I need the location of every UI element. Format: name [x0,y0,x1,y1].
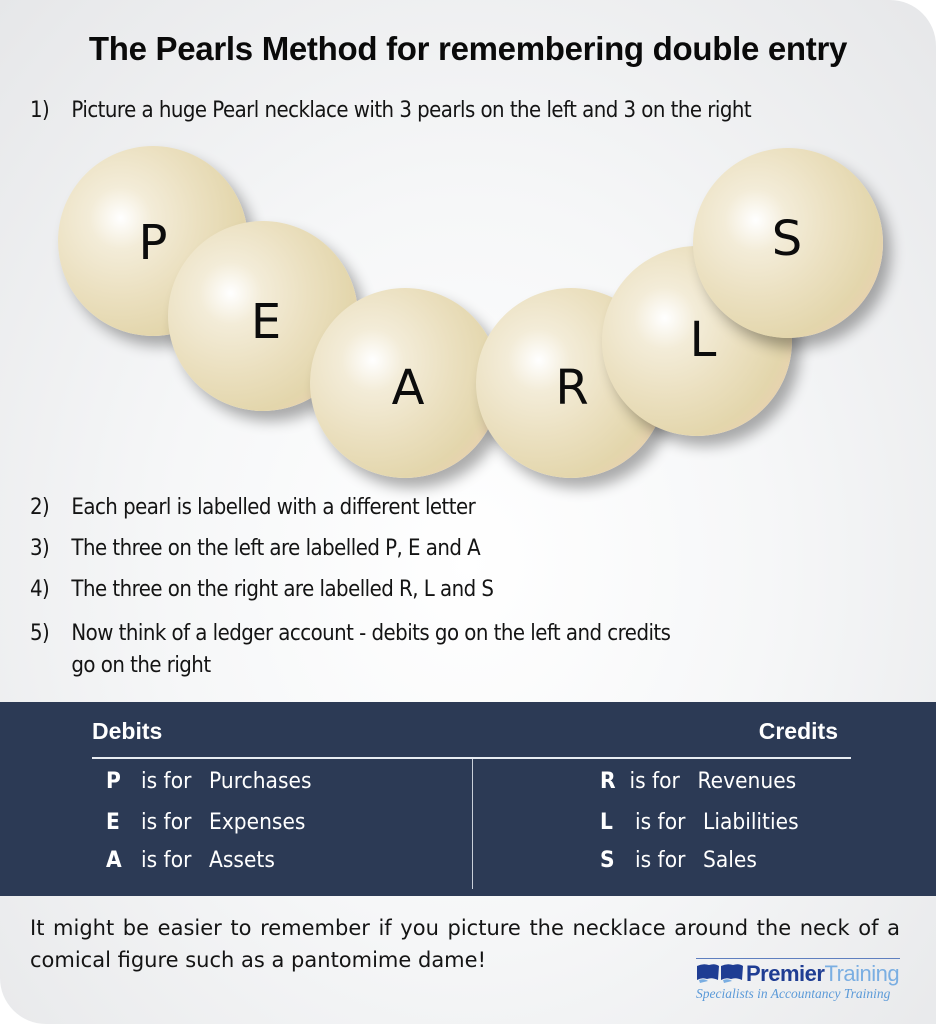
step-number: 4) [30,577,50,602]
credit-letter: L [600,810,613,835]
step-text: Each pearl is labelled with a different letter [71,495,476,520]
debit-row [106,769,312,794]
debit-word: Purchases [209,769,312,794]
credit-letter: R [600,769,616,794]
step-5 [30,618,670,682]
debit-row [106,848,275,873]
debit-letter: E [106,810,120,835]
step-text: Picture a huge Pearl necklace with 3 pearls on the left and 3 on the right [71,98,752,123]
step-4 [30,577,493,602]
credit-letter: S [600,848,615,873]
is-for-label: is for [140,810,192,835]
debit-letter: P [106,769,121,794]
credit-row [600,848,757,873]
logo-brand-light: Training [824,961,900,986]
step-3 [30,536,480,561]
pearl-letter-s: S [771,211,803,267]
credits-header: Credits [758,718,838,744]
is-for-label: is for [140,769,192,794]
step-number: 3) [30,536,50,561]
open-book-icon [696,962,744,984]
credit-row [600,769,796,794]
is-for-label: is for [140,848,192,873]
logo-rule [696,958,900,959]
is-for-label: is for [629,769,680,794]
credit-word: Liabilities [703,810,799,835]
logo-tagline: Specialists in Accountancy Training [696,986,891,1001]
footer-note: It might be easier to remember if you picture the necklace around the neck of a comical figure such as a pantomime dame! [30,916,900,972]
step-text-continuation: go on the right [71,653,211,678]
credit-row [600,810,799,835]
debit-word: Expenses [209,810,306,835]
premier-training-logo [696,958,902,1006]
pearl-letter-p: P [138,215,168,271]
step-1 [30,98,751,123]
credit-word: Sales [703,848,757,873]
ledger-vertical-divider [472,759,473,889]
credit-word: Revenues [697,769,797,794]
page-title: The Pearls Method for remembering double entry [88,30,848,67]
step-number: 1) [30,98,50,123]
is-for-label: is for [634,848,686,873]
logo-wordmark [746,961,899,987]
is-for-label: is for [634,810,686,835]
debit-letter: A [106,848,122,873]
step-number: 5) [30,621,50,646]
debit-row [106,810,305,835]
pearl-letter-a: A [391,360,425,416]
pearl-letter-l: L [689,312,717,368]
logo-brand-bold: Premier [746,961,825,986]
step-2 [30,495,475,520]
pearl-letter-r: R [555,360,589,416]
step-text: Now think of a ledger account - debits go on the left and credits [71,621,671,646]
ledger-panel [0,702,936,896]
step-text: The three on the right are labelled R, L and S [71,577,494,602]
debit-word: Assets [209,848,275,873]
step-number: 2) [30,495,50,520]
debits-header: Debits [92,718,163,744]
pearl-letter-e: E [250,294,282,350]
step-text: The three on the left are labelled P, E and A [71,536,481,561]
